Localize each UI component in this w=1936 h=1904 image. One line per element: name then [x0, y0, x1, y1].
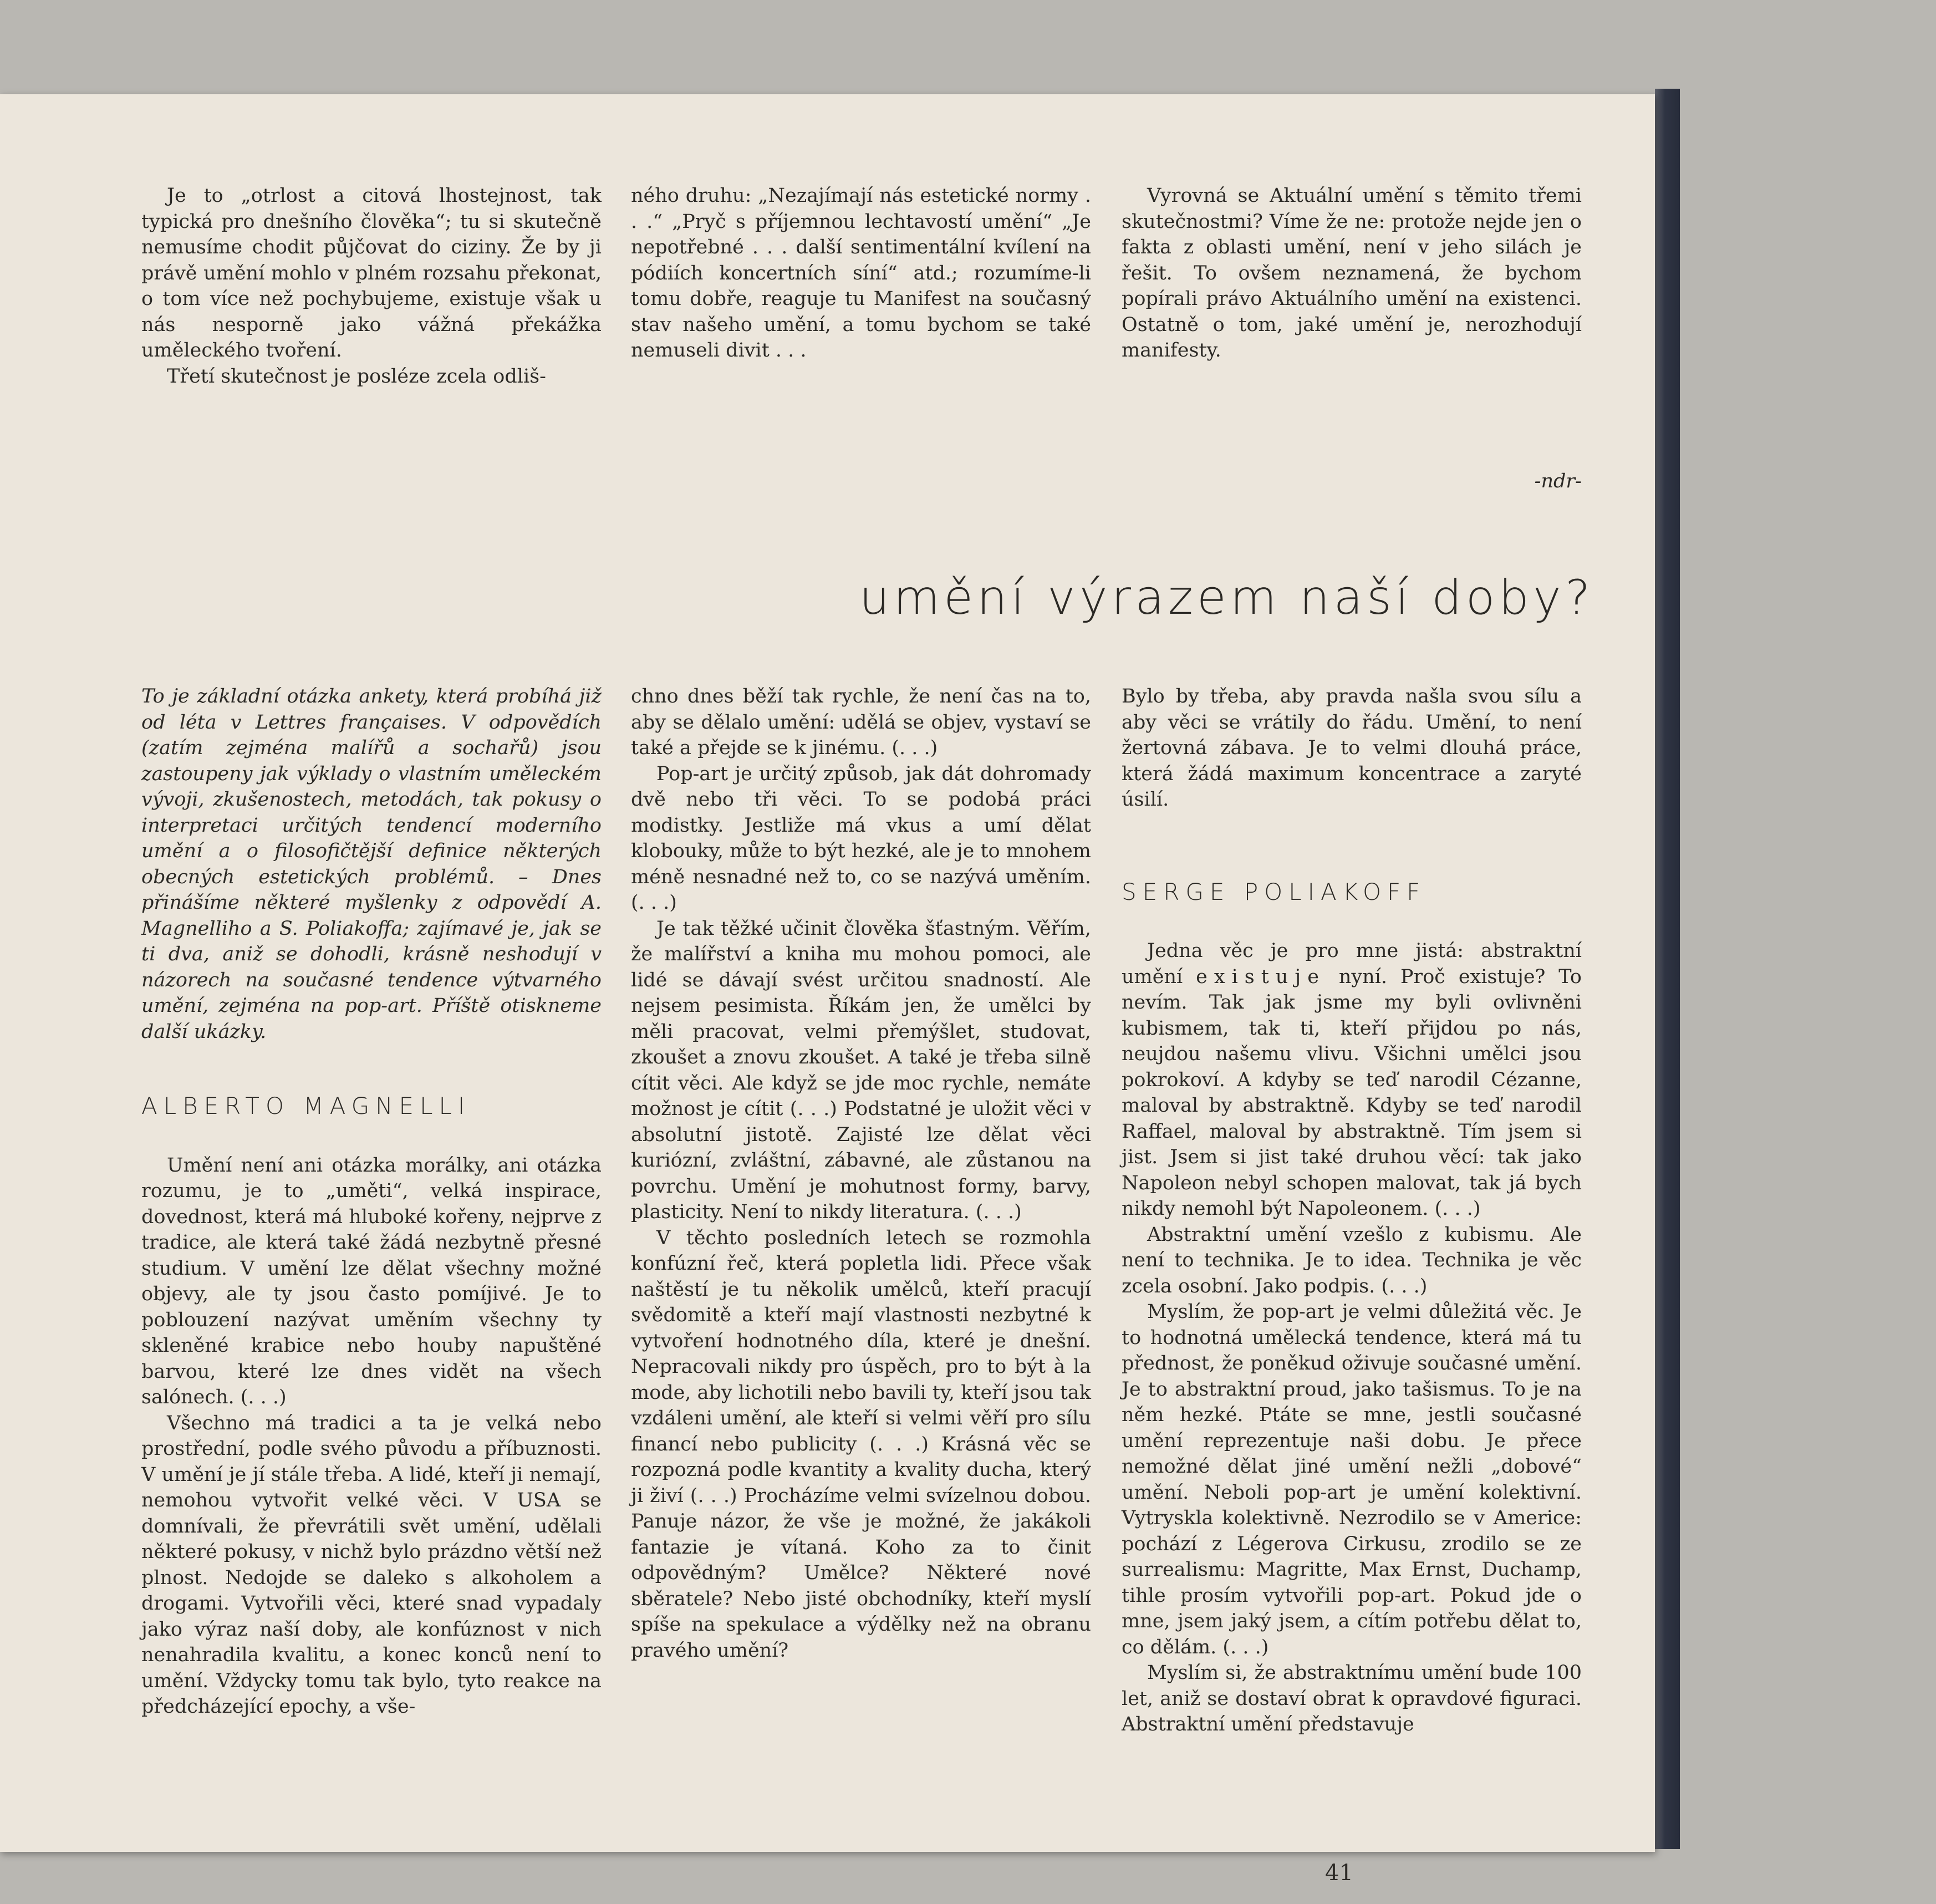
text-fragment: nyní. Proč existuje? To nevím. Tak jak jsme my byli ovlivněni kubismem, tak ti, kteří přijdou po nás, neujdou našemu vlivu. Všichni umělci jsou pokrokoví. A kdyby se teď narodil Cézanne, maloval by abstraktně. Kdyby se teď narodil Raffael, maloval by abstraktně. Tím jsem si jist. Jsem si jist také druhou věcí: tak jako Napoleon nebyl schopen malovat, tak já bych nikdy nemohl být Napoleonem. (. . .)	[1122, 965, 1582, 1220]
paragraph: Vyrovná se Aktuální umění s těmito třemi skutečnostmi? Víme že ne: protože nejde jen o fakta z oblasti umění, není v jeho silách je řešit. To ovšem neznamená, že bychom popírali právo Aktuálního umění na existenci. Ostatně o tom, jaké umění je, nerozhodují manifesty.	[1122, 185, 1582, 362]
top-column-2	[631, 183, 1091, 364]
paragraph: Myslím, že pop-art je velmi důležitá věc. Je to hodnotná umělecká tendence, která má tu přednost, že poněkud oživuje současné umění. Je to abstraktní proud, jako tašismus. To je na něm hezké. Ptáte se mne, jestli současné umění reprezentuje naši dobu. Je přece nemožné dělat jiné umění nežli „dobové“ umění. Neboli pop-art je umění kolektivní. Vytryskla kolektivně. Nezrodilo se v Americe: pochází z Légerova Cirkusu, zrodilo se ze surrealismu: Magritte, Max Ernst, Duchamp, tihle prosím vytvořili pop-art. Pokud jde o mne, jsem jaký jsem, a cítím potřebu dělat to, co dělám. (. . .)	[1122, 1301, 1582, 1658]
bottom-column-1	[141, 684, 602, 1720]
paragraph: Abstraktní umění vzešlo z kubismu. Ale není to technika. Je to idea. Technika je věc zcela osobní. Jako podpis. (. . .)	[1122, 1223, 1582, 1297]
book-spine	[1655, 89, 1680, 1849]
page-number: 41	[1325, 1860, 1353, 1886]
text-fragment: Jedna věc je pro mne jistá: abstraktní umění	[1122, 940, 1582, 988]
intro-paragraph: To je základní otázka ankety, která probíhá již od léta v Lettres françaises. V odpovědích (zatím zejména malířů a sochařů) jsou zastoupeny jak výklady o vlastním uměleckém vývoji, zkušenostech, metodách, tak pokusy o interpretaci určitých tendencí moderního umění a o filosofičtější definice některých obecných estetických problémů. – Dnes přinášíme některé myšlenky z odpovědí A. Magnelliho a S. Poliakoffa; zajímavé je, jak se ti dva, aniž se dohodli, krásně neshodují v názorech na současné tendence výtvarného umění, zejména na pop-art. Příště otiskneme další ukázky.	[141, 685, 602, 1043]
intro-block	[141, 684, 602, 1045]
paragraph: Je tak těžké učinit člověka šťastným. Věřím, že malířství a kniha mu mohou pomoci, ale lidé se dávají svést určitou snadností. Ale nejsem pesimista. Říkám jen, že umělci by měli pracovat, velmi přemýšlet, studovat, zkoušet a znovu zkoušet. A také je třeba silně cítit věci. Ale když se jde moc rychle, nemáte možnost je cítit (. . .) Podstatné je uložit věci v absolutní jistotě. Zajisté lze dělat věci kuriózní, zvláštní, zábavné, ale zůstanou na povrchu. Umění je mohutnost formy, barvy, plasticity. Není to nikdy literatura. (. . .)	[631, 917, 1091, 1223]
article-headline: umění výrazem naší doby?	[859, 570, 1594, 625]
paragraph: chno dnes běží tak rychle, že není čas na to, aby se dělalo umění: udělá se objev, vystaví se také a přejde se k jinému. (. . .)	[631, 685, 1091, 759]
paragraph	[1122, 938, 1582, 1222]
paragraph: Je to „otrlost a citová lhostejnost, tak typická pro dnešního člověka“; tu si skutečně nemusíme chodit půjčovat do ciziny. Že by ji právě umění mohlo v plném rozsahu překonat, o tom více než pochybujeme, existuje však u nás nesporně jako vážná překážka uměleckého tvoření.	[141, 185, 602, 362]
paragraph: Myslím si, že abstraktnímu umění bude 100 let, aniž se dostaví obrat k opravdové figuraci. Abstraktní umění představuje	[1122, 1662, 1582, 1735]
author-signature: -ndr-	[1534, 470, 1582, 492]
paragraph: ného druhu: „Nezajímají nás estetické normy . . .“ „Pryč s příjemnou lechtavostí umění“ „Je nepotřebné . . . další sentimentální kvílení na pódiích koncertních síní“ atd.; rozumíme-li tomu dobře, reaguje tu Manifest na současný stav našeho umění, a tomu bychom se také nemuseli divit . . .	[631, 185, 1091, 362]
paragraph: Třetí skutečnost je posléze zcela odliš-	[167, 365, 546, 388]
bottom-column-2	[631, 684, 1091, 1663]
bottom-column-3	[1122, 684, 1582, 1738]
paragraph: Pop-art je určitý způsob, jak dát dohromady dvě nebo tři věci. To se podobá práci modistky. Jestliže má vkus a umí dělat klobouky, může to být hezké, ale je to mnohem méně nesnadné než to, co se nazývá uměním. (. . .)	[631, 762, 1091, 914]
top-column-3	[1122, 183, 1582, 364]
book-page	[0, 94, 1655, 1886]
top-column-1	[141, 183, 602, 389]
paragraph: Všechno má tradici a ta je velká nebo prostřední, podle svého původu a příbuznosti. V umění je jí stále třeba. A lidé, kteří ji nemají, nemohou vytvořit velké věci. V USA se domnívali, že převrátili svět umění, udělali některé pokusy, v nichž bylo prázdno větší než plnost. Nedojde se daleko s alkoholem a drogami. Vytvořili věci, které snad vypadaly jako výraz naší doby, ale konfúznost v nich nenahradila kvalitu, a konec konců není to umění. Vždycky tomu tak bylo, tyto reakce na předcházející epochy, a vše-	[141, 1412, 602, 1718]
paragraph: V těchto posledních letech se rozmohla konfúzní řeč, která popletla lidi. Přece však naštěstí je tu několik umělců, kteří pracují svědomitě a kteří mají vlastnosti nezbytné k vytvoření hodnotného díla, které je dnešní. Nepracovali nikdy pro úspěch, pro to být à la mode, aby lichotili nebo bavili ty, kteří jsou tak vzdáleni umění, ale kteří si velmi věří pro sílu financí nebo publicity (. . .) Krásná věc se rozpozná podle kvantity a kvality ducha, který ji živí (. . .) Procházíme velmi svízelnou dobou. Panuje názor, že vše je možné, že jakákoli fantazie je vítaná. Koho za to činit odpovědným? Umělce? Některé nové sběratele? Nebo jisté obchodníky, kteří myslí spíše na spekulace a výdělky než na obranu pravého umění?	[631, 1226, 1091, 1662]
paragraph: Umění není ani otázka morálky, ani otázka rozumu, je to „uměti“, velká inspirace, dovednost, která má hluboké kořeny, nejprve z tradice, ale která také žádá nezbytně přesné studium. V umění lze dělat všechny možné objevy, ale ty jsou často pomíjivé. Je to poblouzení nazývat uměním všechny ty skleněné krabice nebo houby napuštěné barvou, které lze dnes vidět na všech salónech. (. . .)	[141, 1154, 602, 1408]
section-heading-magnelli: ALBERTO MAGNELLI	[141, 1092, 471, 1119]
section-heading-poliakoff: SERGE POLIAKOFF	[1122, 878, 1426, 905]
paragraph: Bylo by třeba, aby pravda našla svou sílu a aby věci se vrátily do řádu. Umění, to není žertovná zábava. Je to velmi dlouhá práce, která žádá maximum koncentrace a zaryté úsilí.	[1122, 685, 1582, 811]
emphasized-word: existuje	[1196, 965, 1326, 988]
